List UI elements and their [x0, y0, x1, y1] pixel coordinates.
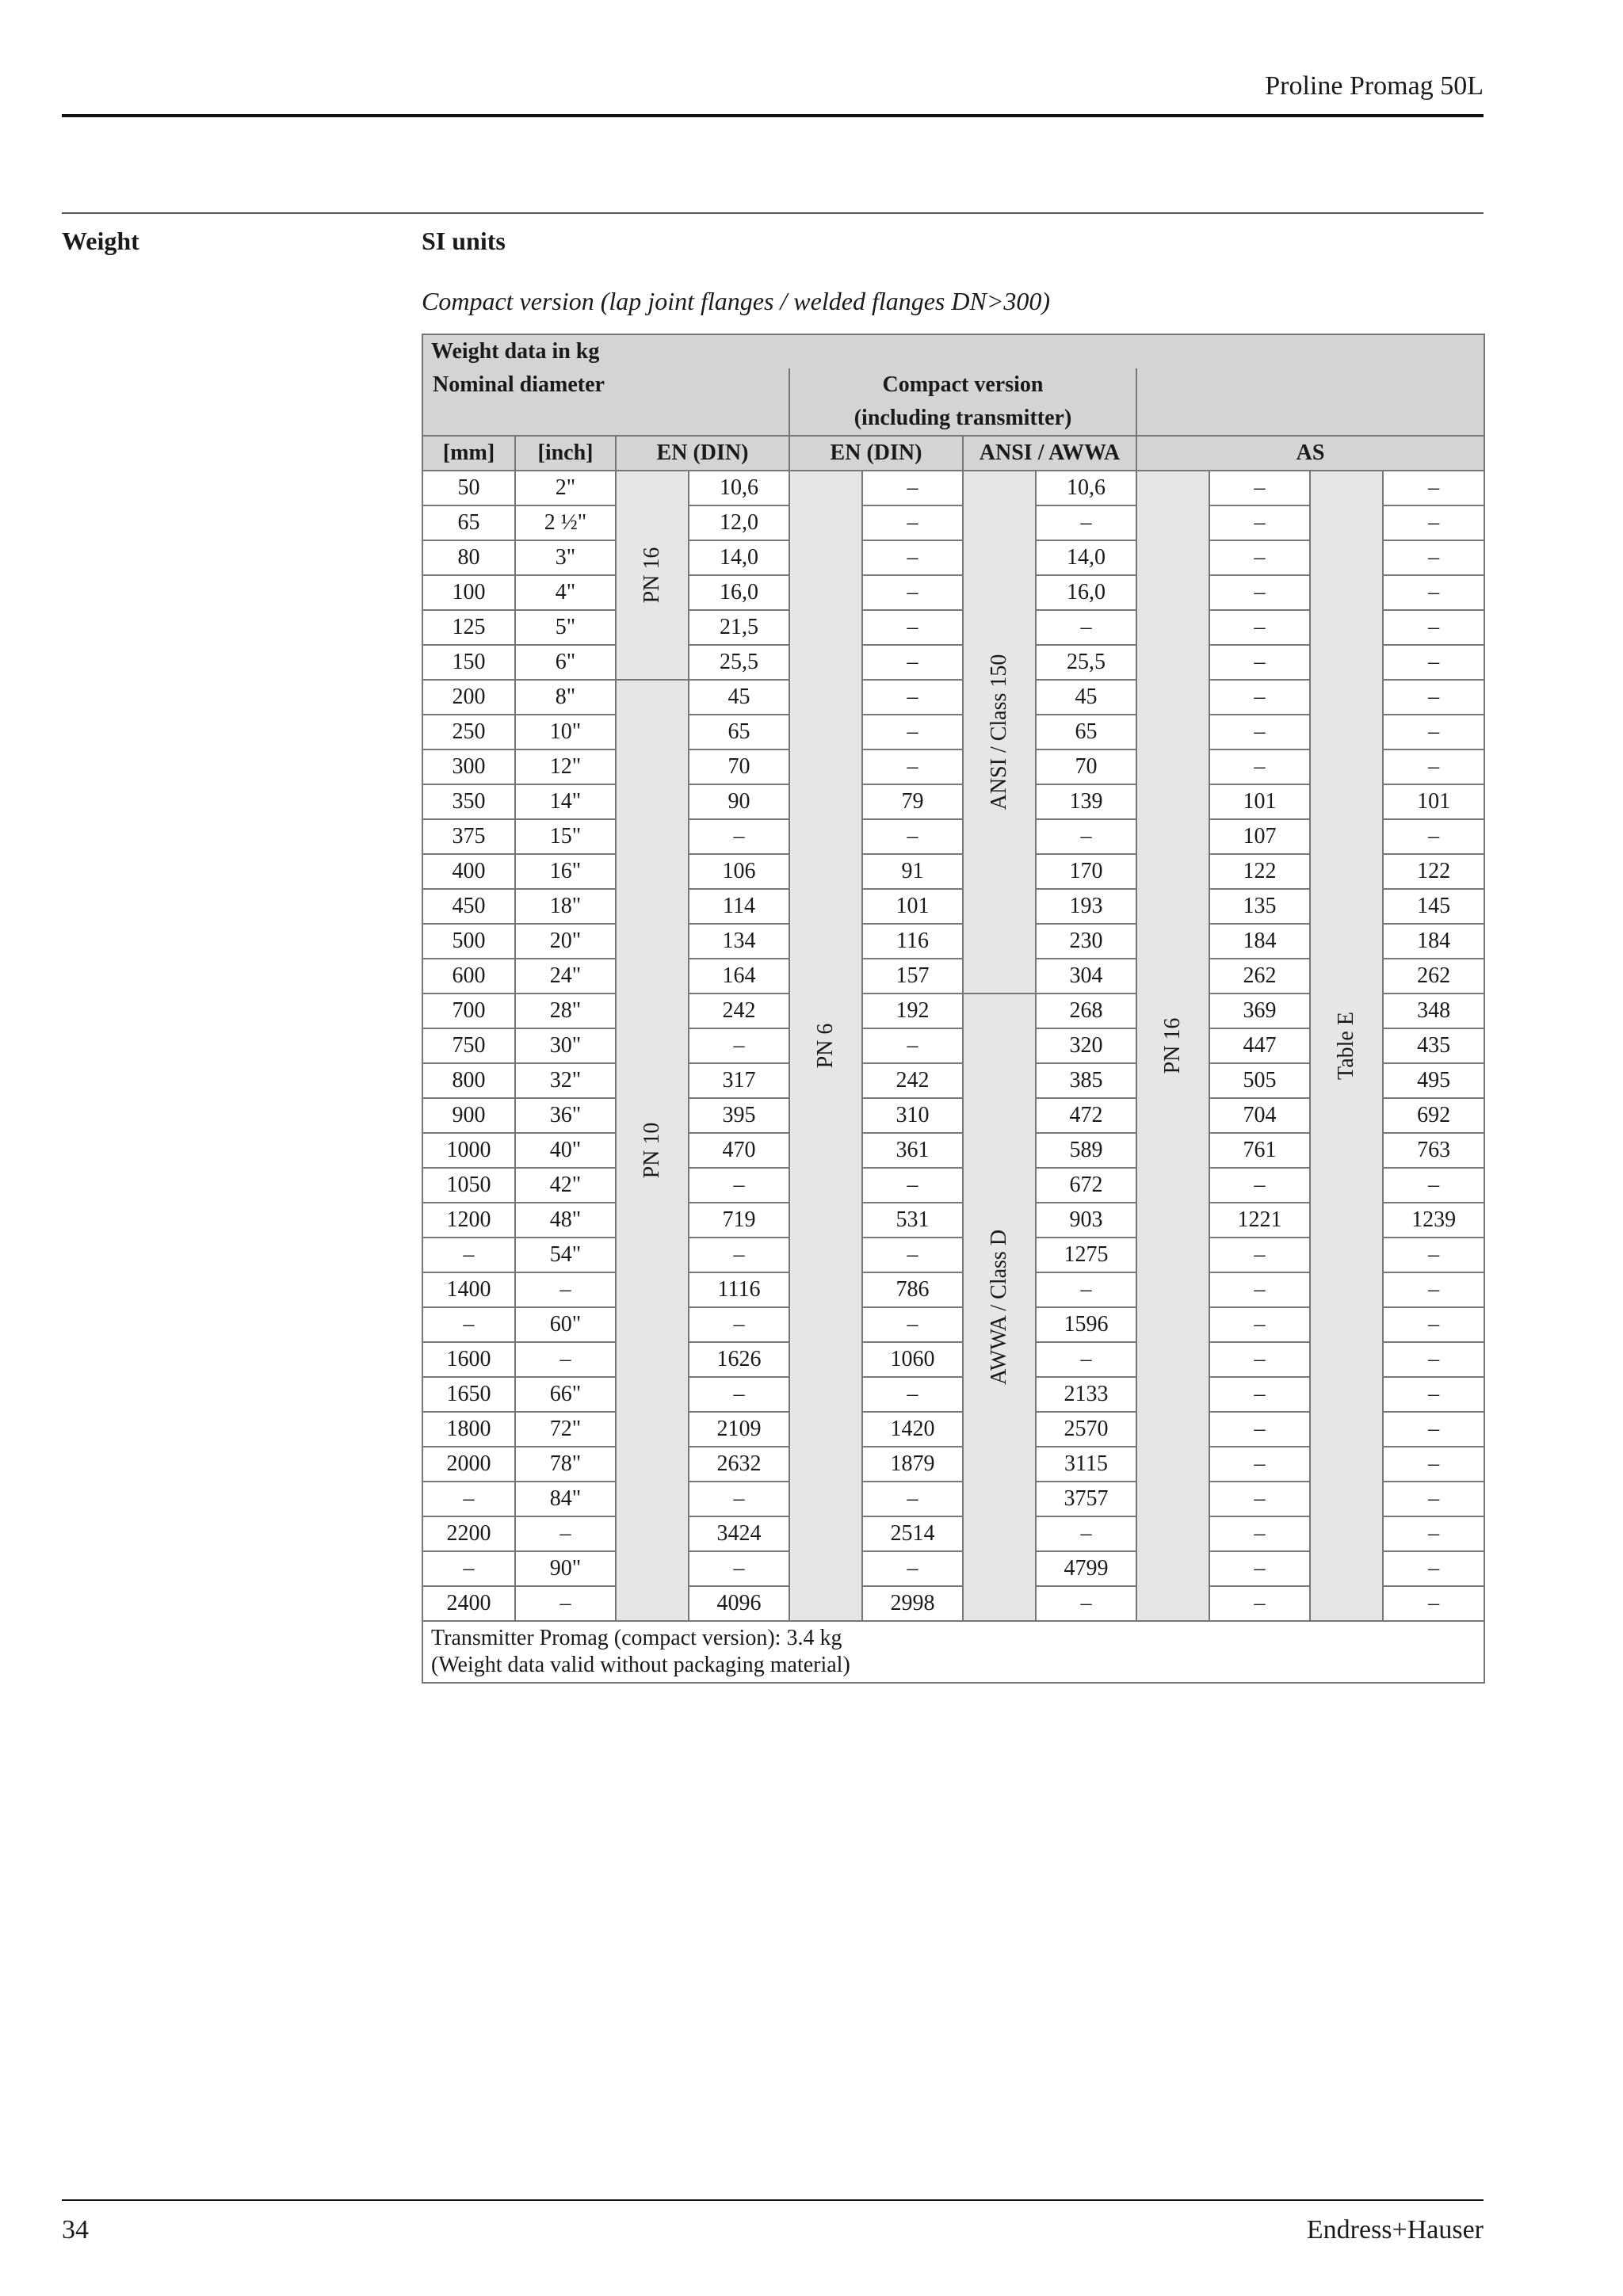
table-cell: 268	[1036, 994, 1136, 1028]
table-cell: –	[1383, 610, 1484, 645]
table-cell: 672	[1036, 1168, 1136, 1203]
table-cell: 361	[862, 1133, 963, 1168]
table-cell: 16"	[515, 854, 616, 889]
table-cell: 350	[422, 784, 515, 819]
pn16-as-group: PN 16	[1136, 471, 1209, 1621]
table-cell: –	[689, 1028, 789, 1063]
table-cell: –	[862, 540, 963, 575]
table-cell: 395	[689, 1098, 789, 1133]
table-cell: 10,6	[1036, 471, 1136, 505]
compact-version-header: Compact version	[789, 368, 1136, 402]
table-cell: –	[515, 1586, 616, 1621]
footer-rule	[62, 2199, 1484, 2201]
table-cell: 1050	[422, 1168, 515, 1203]
table-cell: 704	[1209, 1098, 1310, 1133]
footnote-line-1: Transmitter Promag (compact version): 3.4 kg	[431, 1626, 842, 1650]
table-cell: 450	[422, 889, 515, 924]
table-cell: –	[862, 715, 963, 749]
table-cell: 692	[1383, 1098, 1484, 1133]
table-cell: –	[1383, 680, 1484, 715]
table-cell: –	[1209, 1377, 1310, 1412]
table-cell: –	[422, 1482, 515, 1516]
table-cell: –	[1209, 680, 1310, 715]
table-cell: 24"	[515, 959, 616, 994]
table-cell: –	[1383, 1377, 1484, 1412]
table-cell: –	[1383, 819, 1484, 854]
table-cell: –	[1209, 1412, 1310, 1447]
table-cell: 763	[1383, 1133, 1484, 1168]
table-cell: 2"	[515, 471, 616, 505]
table-cell: –	[1383, 1307, 1484, 1342]
table-cell: –	[689, 1238, 789, 1272]
table-cell: –	[862, 1551, 963, 1586]
table-cell: 2632	[689, 1447, 789, 1482]
table-cell: 10,6	[689, 471, 789, 505]
table-cell: 135	[1209, 889, 1310, 924]
table-cell: –	[862, 1377, 963, 1412]
table-cell: 531	[862, 1203, 963, 1238]
table-cell: 1000	[422, 1133, 515, 1168]
table-cell: –	[862, 1028, 963, 1063]
table-cell: –	[1036, 610, 1136, 645]
table-cell: 12,0	[689, 505, 789, 540]
table-cell: 70	[689, 749, 789, 784]
table-cell: –	[1209, 1272, 1310, 1307]
table-cell: 12"	[515, 749, 616, 784]
table-cell: –	[1209, 1516, 1310, 1551]
table-cell: 750	[422, 1028, 515, 1063]
table-cell: 385	[1036, 1063, 1136, 1098]
as-header: AS	[1136, 436, 1484, 471]
table-cell: –	[862, 680, 963, 715]
table-cell: –	[1036, 1342, 1136, 1377]
table-cell: –	[1383, 1168, 1484, 1203]
table-cell: 1221	[1209, 1203, 1310, 1238]
table-cell: 139	[1036, 784, 1136, 819]
table-cell: 45	[689, 680, 789, 715]
section-label: Weight	[62, 227, 139, 255]
table-cell: –	[862, 1307, 963, 1342]
table-cell: –	[862, 471, 963, 505]
table-cell: 16,0	[1036, 575, 1136, 610]
table-cell: –	[689, 1377, 789, 1412]
table-cell: –	[862, 1482, 963, 1516]
awwa-classd-group: AWWA / Class D	[963, 994, 1036, 1621]
table-cell: 1200	[422, 1203, 515, 1238]
table-cell: 65	[689, 715, 789, 749]
header-rule	[62, 114, 1484, 117]
table-cell: 3757	[1036, 1482, 1136, 1516]
table-row	[422, 471, 1484, 505]
table-cell: 193	[1036, 889, 1136, 924]
table-cell: 900	[422, 1098, 515, 1133]
pn16-en-group: PN 16	[616, 471, 689, 680]
table-cell: 79	[862, 784, 963, 819]
table-cell: 66"	[515, 1377, 616, 1412]
table-cell: 78"	[515, 1447, 616, 1482]
table-cell: –	[862, 1238, 963, 1272]
table-cell: 145	[1383, 889, 1484, 924]
table-cell: –	[1209, 749, 1310, 784]
table-cell: –	[1209, 645, 1310, 680]
compact-version-subheader: (including transmitter)	[789, 402, 1136, 436]
table-cell: 304	[1036, 959, 1136, 994]
table-cell: 348	[1383, 994, 1484, 1028]
table-cell: –	[1209, 1551, 1310, 1586]
table-cell: 2000	[422, 1447, 515, 1482]
table-cell: 65	[1036, 715, 1136, 749]
table-cell: –	[1036, 1516, 1136, 1551]
table-cell: 18"	[515, 889, 616, 924]
table-cell: 2133	[1036, 1377, 1136, 1412]
table-cell: –	[1036, 1272, 1136, 1307]
table-cell: 60"	[515, 1307, 616, 1342]
table-cell: 45	[1036, 680, 1136, 715]
table-cell: –	[1383, 1238, 1484, 1272]
table-cell: 2514	[862, 1516, 963, 1551]
unit-inch-header: [inch]	[515, 436, 616, 471]
table-cell: –	[1383, 540, 1484, 575]
table-cell: 300	[422, 749, 515, 784]
table-cell: –	[689, 1482, 789, 1516]
table-cell: –	[1383, 1516, 1484, 1551]
footnote-line-2: (Weight data valid without packaging material)	[431, 1653, 850, 1677]
table-cell: 600	[422, 959, 515, 994]
table-cell: 505	[1209, 1063, 1310, 1098]
table-cell: –	[1209, 471, 1310, 505]
table-cell: 48"	[515, 1203, 616, 1238]
table-cell: 32"	[515, 1063, 616, 1098]
table-cell: 4799	[1036, 1551, 1136, 1586]
table-cell: 320	[1036, 1028, 1136, 1063]
table-cell: –	[1209, 1238, 1310, 1272]
table-cell: –	[1036, 1586, 1136, 1621]
table-cell: 1239	[1383, 1203, 1484, 1238]
table-cell: –	[862, 575, 963, 610]
table-cell: 14"	[515, 784, 616, 819]
table-cell: –	[515, 1516, 616, 1551]
table-footnote-row	[422, 1621, 1484, 1683]
table-cell: 310	[862, 1098, 963, 1133]
table-cell: –	[1209, 1342, 1310, 1377]
table-cell: 8"	[515, 680, 616, 715]
document-header-title: Proline Promag 50L	[1265, 71, 1484, 101]
table-cell: 80	[422, 540, 515, 575]
table-cell: 90"	[515, 1551, 616, 1586]
weight-table	[422, 334, 1485, 1684]
table-e-group: Table E	[1310, 471, 1383, 1621]
table-cell: 761	[1209, 1133, 1310, 1168]
table-cell: 472	[1036, 1098, 1136, 1133]
table-cell: 4"	[515, 575, 616, 610]
table-cell: –	[1209, 505, 1310, 540]
table-cell: –	[862, 645, 963, 680]
table-cell: 15"	[515, 819, 616, 854]
table-cell: 1116	[689, 1272, 789, 1307]
table-cell: 125	[422, 610, 515, 645]
table-cell: 50	[422, 471, 515, 505]
table-cell: 262	[1383, 959, 1484, 994]
table-cell: –	[1383, 505, 1484, 540]
table-cell: 90	[689, 784, 789, 819]
table-cell: 30"	[515, 1028, 616, 1063]
table-cell: 1400	[422, 1272, 515, 1307]
table-cell: 3424	[689, 1516, 789, 1551]
table-cell: 375	[422, 819, 515, 854]
table-cell: 150	[422, 645, 515, 680]
table-cell: 101	[862, 889, 963, 924]
table-cell: 242	[862, 1063, 963, 1098]
section-rule	[62, 212, 1484, 214]
table-caption: Weight data in kg	[422, 334, 1484, 368]
table-cell: –	[1383, 1586, 1484, 1621]
table-cell: –	[862, 749, 963, 784]
table-cell: 800	[422, 1063, 515, 1098]
table-cell: –	[422, 1551, 515, 1586]
table-cell: 719	[689, 1203, 789, 1238]
table-cell: 5"	[515, 610, 616, 645]
table-cell: 2400	[422, 1586, 515, 1621]
unit-mm-header: [mm]	[422, 436, 515, 471]
table-cell: 1275	[1036, 1238, 1136, 1272]
table-cell: 70	[1036, 749, 1136, 784]
table-cell: 100	[422, 575, 515, 610]
table-cell: 903	[1036, 1203, 1136, 1238]
table-cell: –	[1209, 715, 1310, 749]
table-cell: 91	[862, 854, 963, 889]
table-cell: 84"	[515, 1482, 616, 1516]
table-cell: –	[1209, 540, 1310, 575]
table-cell: 20"	[515, 924, 616, 959]
pn10-group: PN 10	[616, 680, 689, 1621]
table-subtitle: Compact version (lap joint flanges / welded flanges DN>300)	[422, 287, 1051, 315]
table-cell: 4096	[689, 1586, 789, 1621]
table-cell: –	[1383, 1342, 1484, 1377]
table-cell: –	[862, 1168, 963, 1203]
table-cell: 14,0	[1036, 540, 1136, 575]
table-cell: 1420	[862, 1412, 963, 1447]
table-cell: 65	[422, 505, 515, 540]
table-cell: 470	[689, 1133, 789, 1168]
table-cell: 500	[422, 924, 515, 959]
table-cell: –	[1209, 1447, 1310, 1482]
table-cell: 200	[422, 680, 515, 715]
table-cell: 192	[862, 994, 963, 1028]
table-cell: 230	[1036, 924, 1136, 959]
table-cell: 122	[1209, 854, 1310, 889]
table-cell: 14,0	[689, 540, 789, 575]
table-cell: 2200	[422, 1516, 515, 1551]
table-cell: 2 ½"	[515, 505, 616, 540]
table-cell: 101	[1383, 784, 1484, 819]
table-cell: 122	[1383, 854, 1484, 889]
table-cell: 250	[422, 715, 515, 749]
table-cell: –	[1209, 1586, 1310, 1621]
table-cell: 1626	[689, 1342, 789, 1377]
table-cell: 2109	[689, 1412, 789, 1447]
table-cell: 1800	[422, 1412, 515, 1447]
table-cell: 400	[422, 854, 515, 889]
table-cell: 242	[689, 994, 789, 1028]
table-cell: 134	[689, 924, 789, 959]
table-cell: 317	[689, 1063, 789, 1098]
table-cell: 2570	[1036, 1412, 1136, 1447]
table-cell: –	[1209, 575, 1310, 610]
table-cell: 435	[1383, 1028, 1484, 1063]
page-number: 34	[62, 2215, 89, 2245]
table-cell: –	[689, 1551, 789, 1586]
table-cell: –	[1383, 1551, 1484, 1586]
ansi-awwa-header: ANSI / AWWA	[963, 436, 1136, 471]
table-cell: 495	[1383, 1063, 1484, 1098]
table-cell: 114	[689, 889, 789, 924]
table-cell: –	[1209, 610, 1310, 645]
table-cell: 28"	[515, 994, 616, 1028]
nominal-diameter-header: Nominal diameter	[422, 368, 789, 402]
table-cell: 54"	[515, 1238, 616, 1272]
table-cell: 157	[862, 959, 963, 994]
table-cell: 786	[862, 1272, 963, 1307]
table-cell: –	[1209, 1307, 1310, 1342]
table-cell: 36"	[515, 1098, 616, 1133]
table-cell: –	[1383, 749, 1484, 784]
table-cell: 3115	[1036, 1447, 1136, 1482]
footer-brand: Endress+Hauser	[1306, 2215, 1484, 2245]
table-cell: 447	[1209, 1028, 1310, 1063]
table-cell: –	[1383, 1482, 1484, 1516]
table-cell: –	[1383, 575, 1484, 610]
table-cell: –	[515, 1272, 616, 1307]
table-cell: 1879	[862, 1447, 963, 1482]
table-cell: 1600	[422, 1342, 515, 1377]
table-cell: 164	[689, 959, 789, 994]
table-cell: 1596	[1036, 1307, 1136, 1342]
table-cell: 589	[1036, 1133, 1136, 1168]
table-cell: 106	[689, 854, 789, 889]
table-cell: –	[1209, 1482, 1310, 1516]
table-cell: –	[422, 1238, 515, 1272]
en-din-header-2: EN (DIN)	[789, 436, 963, 471]
table-cell: 6"	[515, 645, 616, 680]
table-footnote	[422, 1621, 1484, 1683]
section-title: SI units	[422, 227, 506, 255]
table-cell: –	[1036, 505, 1136, 540]
table-cell: –	[1383, 471, 1484, 505]
en-din-header-1: EN (DIN)	[616, 436, 789, 471]
table-cell: 116	[862, 924, 963, 959]
table-cell: 42"	[515, 1168, 616, 1203]
table-cell: –	[689, 819, 789, 854]
table-cell: –	[862, 819, 963, 854]
table-cell: 2998	[862, 1586, 963, 1621]
pn6-group: PN 6	[789, 471, 862, 1621]
table-cell: –	[689, 1307, 789, 1342]
table-cell: –	[1383, 645, 1484, 680]
table-cell: 25,5	[689, 645, 789, 680]
table-cell: 369	[1209, 994, 1310, 1028]
table-cell: 184	[1209, 924, 1310, 959]
table-cell: 21,5	[689, 610, 789, 645]
table-cell: –	[1383, 715, 1484, 749]
table-cell: –	[1383, 1412, 1484, 1447]
table-cell: 10"	[515, 715, 616, 749]
table-cell: 101	[1209, 784, 1310, 819]
table-cell: 262	[1209, 959, 1310, 994]
ansi-class150-group: ANSI / Class 150	[963, 471, 1036, 994]
table-cell: 40"	[515, 1133, 616, 1168]
table-cell: 72"	[515, 1412, 616, 1447]
table-cell: 16,0	[689, 575, 789, 610]
table-cell: –	[1383, 1272, 1484, 1307]
table-cell: 107	[1209, 819, 1310, 854]
table-cell: –	[862, 505, 963, 540]
table-cell: 700	[422, 994, 515, 1028]
table-cell: –	[1383, 1447, 1484, 1482]
table-cell: 25,5	[1036, 645, 1136, 680]
table-cell: 3"	[515, 540, 616, 575]
table-cell: –	[689, 1168, 789, 1203]
table-cell: 1650	[422, 1377, 515, 1412]
table-cell: –	[515, 1342, 616, 1377]
table-cell: –	[862, 610, 963, 645]
table-cell: 1060	[862, 1342, 963, 1377]
table-cell: –	[1209, 1168, 1310, 1203]
table-cell: –	[422, 1307, 515, 1342]
table-cell: –	[1036, 819, 1136, 854]
table-cell: 170	[1036, 854, 1136, 889]
table-cell: 184	[1383, 924, 1484, 959]
